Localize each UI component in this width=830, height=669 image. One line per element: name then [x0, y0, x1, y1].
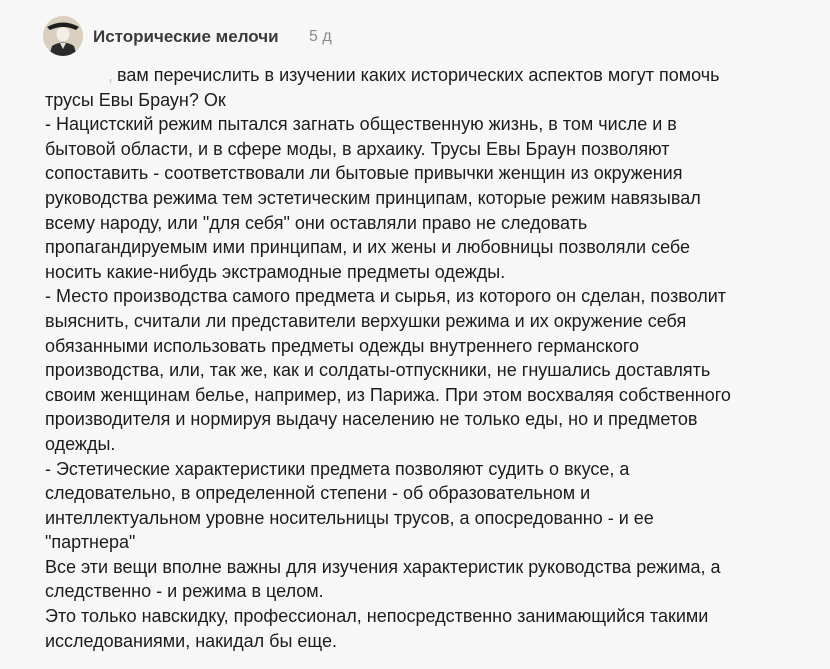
comment-line: интеллектуальном уровне носительницы трусов, а опосредованно - и ее — [45, 507, 654, 528]
comment-line: одежды. — [45, 433, 116, 454]
avatar[interactable] — [43, 16, 83, 56]
comment-line: всему народу, или "для себя" они оставляли право не следовать — [45, 212, 588, 233]
comment-timestamp[interactable]: 5 д — [309, 28, 332, 45]
comment-line-text: вам перечислить в изучении каких исторических аспектов могут помочь — [117, 65, 720, 85]
comment-line: исследованиями, накидал бы еще. — [45, 630, 338, 651]
comment-line: Это только навскидку, профессионал, непосредственно занимающийся такими — [45, 606, 709, 627]
avatar-portrait-icon — [43, 16, 83, 56]
comment-line: трусы Евы Браун? Ок — [45, 89, 226, 110]
mention[interactable]: , — [107, 65, 113, 85]
comment-line: "партнера" — [45, 532, 136, 553]
comment-line: бытовой области, и в сфере моды, в архаику. Трусы Евы Браун позволяют — [45, 138, 670, 159]
comment-line: носить какие-нибудь экстрамодные предметы одежды. — [45, 261, 506, 282]
comment-line: своим женщинам белье, например, из Парижа. При этом восхваляя собственного — [45, 384, 731, 405]
comment-line: производства, или, так же, как и солдаты-отпускники, не гнушались доставлять — [45, 360, 711, 381]
comment-text — [45, 63, 825, 653]
comment-line: Все эти вещи вполне важны для изучения характеристик руководства режима, а — [45, 556, 721, 577]
comment-line: выяснить, считали ли представители верхушки режима и их окружение себя — [45, 310, 687, 331]
comment-line: - Нацистский режим пытался загнать общественную жизнь, в том числе и в — [45, 114, 677, 135]
comment-line: - Эстетические характеристики предмета позволяют судить о вкусе, а — [45, 458, 630, 479]
comment-line — [45, 63, 825, 88]
comment-line: следовательно, в определенной степени - об образовательном и — [45, 483, 591, 504]
comment-line: пропагандируемым ими принципам, и их жены и любовницы позволяли себе — [45, 237, 690, 258]
comment-line: сопоставить - соответствовали ли бытовые привычки женщин из окружения — [45, 163, 683, 184]
comment-line: производителя и нормируя выдачу населению не только еды, но и предметов — [45, 409, 698, 430]
comment-line: обязанными использовать предметы одежды внутреннего германского — [45, 335, 640, 356]
comment-line: руководства режима тем эстетическим принципам, которые режим навязывал — [45, 187, 701, 208]
author-name[interactable]: Исторические мелочи — [93, 27, 279, 46]
comment-line: - Место производства самого предмета и сырья, из которого он сделан, позволит — [45, 286, 727, 307]
comment-line: следственно - и режима в целом. — [45, 581, 324, 602]
